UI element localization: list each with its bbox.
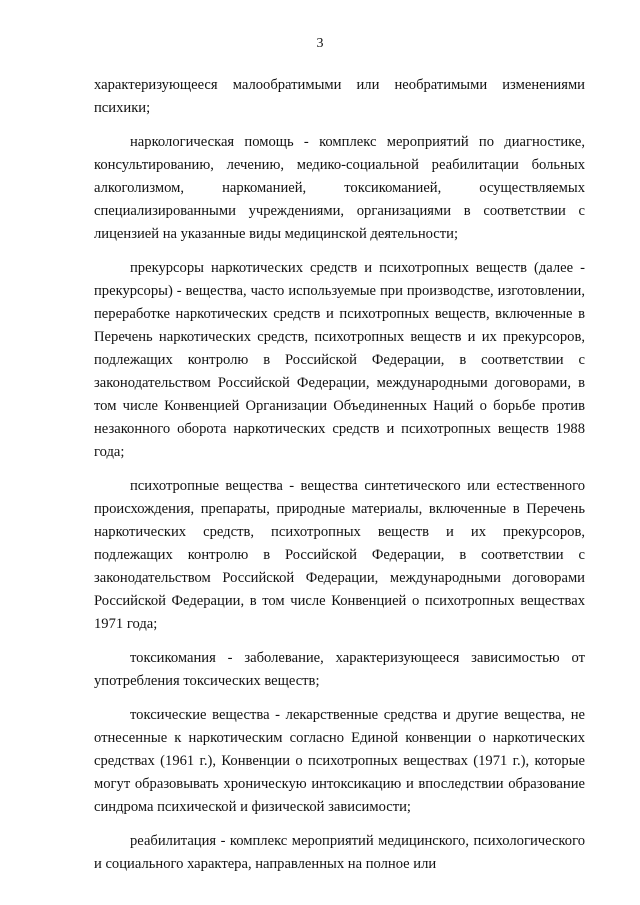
paragraph-psychotropic-substances: психотропные вещества - вещества синтетического или естественного происхождения, препараты, природные материалы, включенные в Перечень наркотических средств, психотропных веществ и их прекурсоров, подлежащих контролю в Российской Федерации, в соответствии с законодательством Российской Федерации, международными договорами Российской Федерации, в том числе Конвенцией о психотропных веществах 1971 года; (94, 478, 585, 632)
paragraph-precursors: прекурсоры наркотических средств и психотропных веществ (далее - прекурсоры) - вещества, часто используемые при производстве, изготовлении, переработке наркотических средств и психотропных веществ, включенные в Перечень наркотических средств, психотропных веществ и их прекурсоров, подлежащих контролю в Российской Федерации, в соответствии с законодательством Российской Федерации, международными договорами, в том числе Конвенцией Организации Объединенных Наций о борьбе против незаконного оборота наркотических средств и психотропных веществ 1988 года; (94, 260, 585, 460)
page-number: 3 (316, 36, 324, 51)
document-body (94, 74, 585, 876)
paragraph-toxicomania: токсикомания - заболевание, характеризующееся зависимостью от употребления токсических веществ; (94, 650, 585, 689)
paragraph-continuation: характеризующееся малообратимыми или необратимыми изменениями психики; (94, 77, 585, 116)
paragraph-toxic-substances: токсические вещества - лекарственные средства и другие вещества, не отнесенные к наркотическим согласно Единой конвенции о наркотических средствах (1961 г.), Конвенции о психотропных веществах (1971 г.), которые могут образовывать хроническую интоксикацию и впоследствии образование синдрома психической и физической зависимости; (94, 707, 585, 815)
paragraph-narcological-care: наркологическая помощь - комплекс мероприятий по диагностике, консультированию, лечению, медико-социальной реабилитации больных алкоголизмом, наркоманией, токсикоманией, осуществляемых специализированными учреждениями, организациями в соответствии с лицензией на указанные виды медицинской деятельности; (94, 134, 585, 242)
paragraph-rehabilitation: реабилитация - комплекс мероприятий медицинского, психологического и социального характера, направленных на полное или (94, 833, 585, 872)
